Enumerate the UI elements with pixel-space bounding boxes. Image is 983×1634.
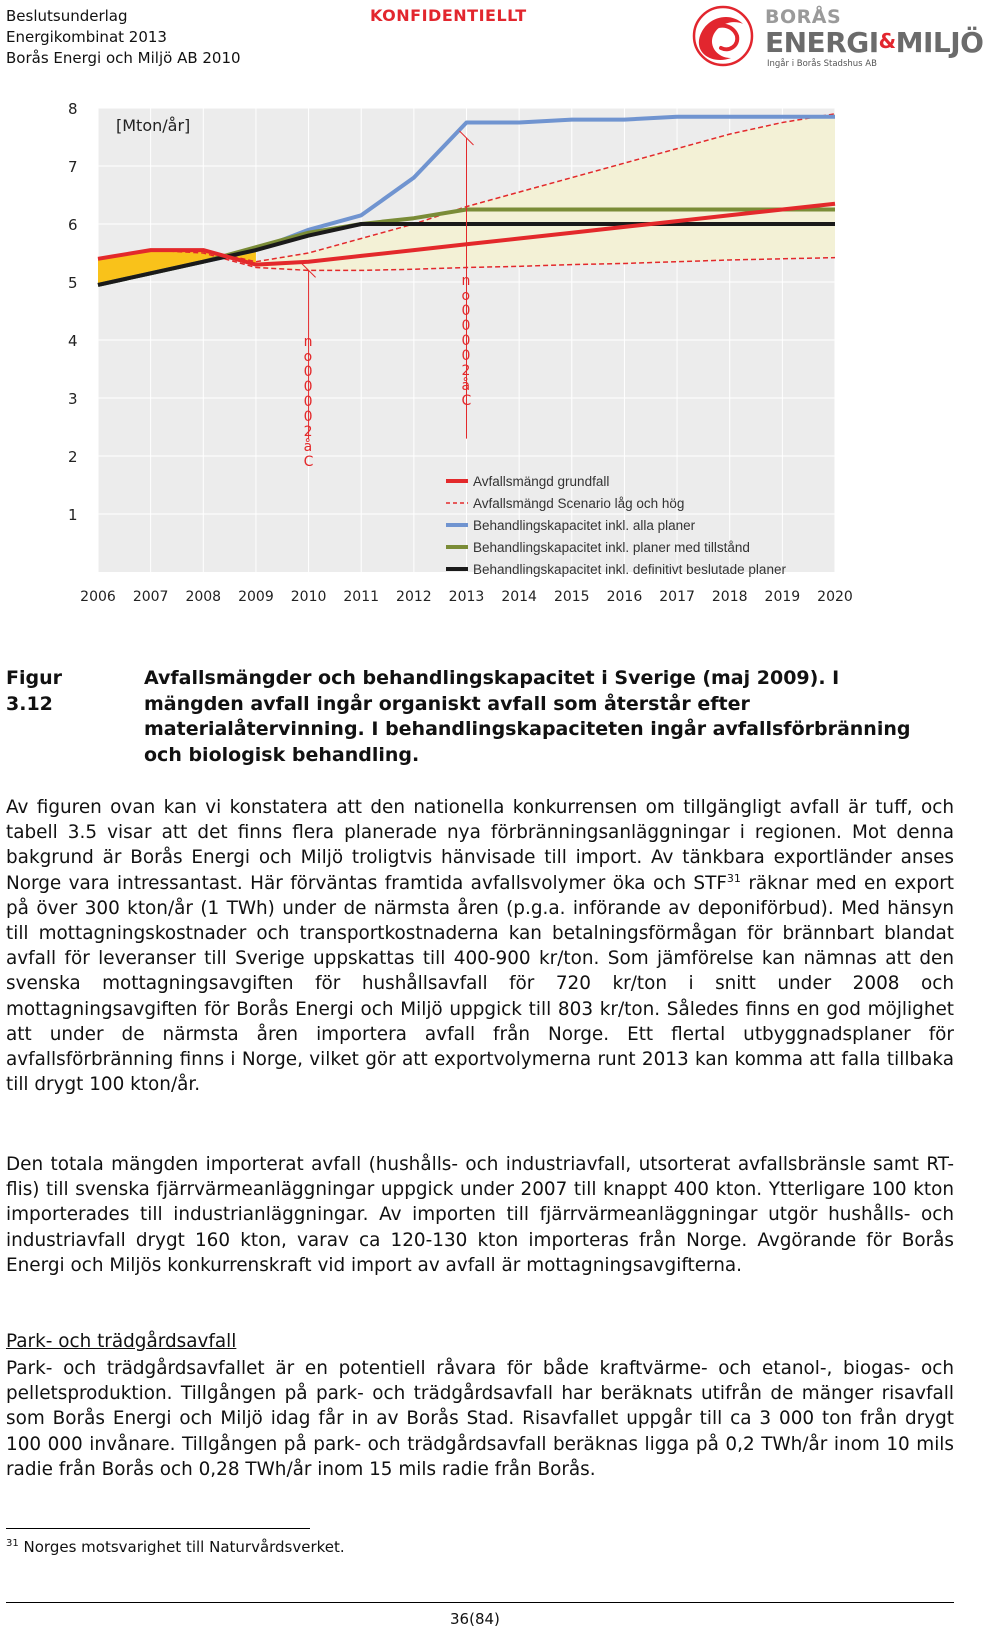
footnote-divider xyxy=(6,1528,310,1529)
x-tick-label: 2012 xyxy=(396,589,432,605)
y-tick-label: 8 xyxy=(68,100,78,118)
x-tick-label: 2007 xyxy=(132,589,169,605)
waste-capacity-chart xyxy=(0,90,960,630)
confidential-label: KONFIDENTIELLT xyxy=(370,6,527,25)
y-tick-label: 7 xyxy=(68,158,78,176)
milestone-label-glyph: 2 xyxy=(303,423,313,440)
x-tick-label: 2009 xyxy=(238,589,274,605)
legend-entry: Behandlingskapacitet inkl. planer med tillstånd xyxy=(473,540,750,555)
y-tick-label: 3 xyxy=(68,390,78,408)
x-tick-label: 2010 xyxy=(290,589,327,605)
page-divider xyxy=(6,1602,954,1603)
x-tick-label: 2016 xyxy=(606,589,643,605)
footnote-ref: 31 xyxy=(726,871,741,885)
footnote: $^{31}$ Norges motsvarighet till Naturvårdsverket. xyxy=(6,1538,345,1556)
milestone-label-glyph: 0 xyxy=(461,317,471,334)
header-line-1: Beslutsunderlag xyxy=(6,7,128,25)
figure-label: Figur 3.12 xyxy=(6,667,62,715)
x-tick-label: 2019 xyxy=(764,589,801,605)
x-tick-label: 2008 xyxy=(185,589,222,605)
section-title-park: Park- och trädgårdsavfall xyxy=(6,1331,237,1352)
milestone-label-glyph: 0 xyxy=(461,332,471,349)
legend-entry: Avfallsmängd grundfall xyxy=(473,474,610,489)
x-tick-label: 2018 xyxy=(711,589,748,605)
milestone-label-glyph: o xyxy=(303,348,313,365)
legend-entry: Behandlingskapacitet inkl. alla planer xyxy=(473,518,696,533)
logo-text-energi-miljo: ENERGI&MILJÖ xyxy=(765,26,983,59)
x-tick-label: 2014 xyxy=(501,589,537,605)
milestone-label-glyph: C xyxy=(461,392,472,409)
paragraph-park: Park- och trädgårdsavfallet är en potentiell råvara för både kraftvärme- och etanol-, biogas- och pelletsproduktion. Tillgången på park- och trädgårdsavfall har beräknats utifrån de mänger risavfall som Borås Energi och Miljö idag får in av Borås Stad. Risavfallet uppgår till ca 3 000 ton från drygt 100 000 invånare. Tillgången på park- och trädgårdsavfall beräknas ligga på 0,2 TWh/år inom 10 mils radie från Borås och 0,28 TWh/år inom 15 mils radie från Borås. xyxy=(6,1358,954,1480)
milestone-label-glyph: 0 xyxy=(303,378,313,395)
milestone-label-glyph: o xyxy=(461,287,471,304)
milestone-label-glyph: å xyxy=(303,438,313,455)
y-tick-label: 1 xyxy=(68,506,78,524)
paragraph-import-volume: Den totala mängden importerat avfall (hushålls- och industriavfall, utsorterat avfallsbränsle samt RT-flis) till svenska fjärrvärmeanläggningar uppgick under 2007 till knappt 400 kton. Ytterligare 100 kton importerades till industrianläggningar. Av importen till fjärrvärmeanläggningar utgör hushålls- och industriavfall drygt 160 kton, varav ca 120-130 kton importeras från Norge. Avgörande för Borås Energi och Miljös konkurrenskraft vid import av avfall är mottagningsavgifterna. xyxy=(6,1154,954,1276)
paragraph-import: Av figuren ovan kan vi konstatera att den nationella konkurrensen om tillgängligt avfall är tuff, och tabell 3.5 visar att det finns flera planerade nya förbränningsanläggningar i regionen. Mot denna bakgrund är Borås Energi och Miljö troligtvis hänvisade till import. Av tänkbara exportländer anses Norge vara intressantast. Här förväntas framtida avfallsvolymer öka och STF$^{31}$ räknar med en export på över 300 kton/år (1 TWh) under de närmsta åren (p.g.a. införande av deponiförbud). Med hänsyn till mottagningskostnader och transportkostnaderna kan betalningsförmågan för brännbart blandat avfall för leveranser till Sverige uppskattas till 400-900 kr/ton. Som jämförelse kan nämnas att den svenska mottagningsavgiften för hushållsavfall för 720 kr/ton i snitt under 2008 och mottagningsavgiften för Borås Energi och Miljö uppgick till 803 kr/ton. Således finns en god möjlighet att under de närmsta åren importera avfall från Norge. Ett flertal utbyggnadsplaner för avfallsförbränning finns i Norge, vilket gör att exportvolymerna runt 2013 kan komma att falla tillbaka till drygt 100 kton/år. xyxy=(6,797,954,1096)
y-tick-label: 5 xyxy=(68,274,78,292)
milestone-label-glyph: 2 xyxy=(461,362,471,379)
x-tick-label: 2015 xyxy=(553,589,590,605)
legend-entry: Behandlingskapacitet inkl. definitivt beslutade planer xyxy=(473,562,786,577)
milestone-label-glyph: 0 xyxy=(461,302,471,319)
logo-tagline: Ingår i Borås Stadshus AB xyxy=(767,59,877,69)
x-tick-label: 2017 xyxy=(659,589,695,605)
figure-caption-text: Avfallsmängder och behandlingskapacitet i Sverige (maj 2009). I mängden avfall ingår organiskt avfall som återstår efter materialåtervinning. I behandlingskapaciteten ingår avfallsförbränning och biologisk behandling. xyxy=(144,667,911,766)
milestone-label-glyph: C xyxy=(303,453,314,470)
y-tick-label: 2 xyxy=(68,448,78,466)
document-header xyxy=(6,6,241,69)
unit-label: [Mton/år] xyxy=(116,116,191,135)
x-tick-label: 2020 xyxy=(817,589,853,605)
milestone-label-glyph: n xyxy=(461,272,471,289)
milestone-label-glyph: n xyxy=(303,333,313,350)
x-tick-label: 2011 xyxy=(343,589,380,605)
milestone-label-glyph: 0 xyxy=(303,408,313,425)
x-tick-label: 2013 xyxy=(448,589,485,605)
milestone-label-glyph: 0 xyxy=(303,363,313,380)
legend-entry: Avfallsmängd Scenario låg och hög xyxy=(473,496,685,511)
y-tick-label: 4 xyxy=(68,332,78,350)
header-line-2: Energikombinat 2013 xyxy=(6,28,167,46)
x-tick-label: 2006 xyxy=(80,589,116,605)
milestone-label-glyph: å xyxy=(461,377,471,394)
company-logo xyxy=(683,2,983,72)
y-tick-label: 6 xyxy=(68,216,78,234)
milestone-label-glyph: 0 xyxy=(461,347,471,364)
milestone-label-glyph: 0 xyxy=(303,393,313,410)
logo-mark-icon xyxy=(683,2,763,72)
header-line-3: Borås Energi och Miljö AB 2010 xyxy=(6,49,241,67)
page-number: 36(84) xyxy=(450,1610,500,1628)
logo-text-boras: BORÅS xyxy=(765,6,842,28)
